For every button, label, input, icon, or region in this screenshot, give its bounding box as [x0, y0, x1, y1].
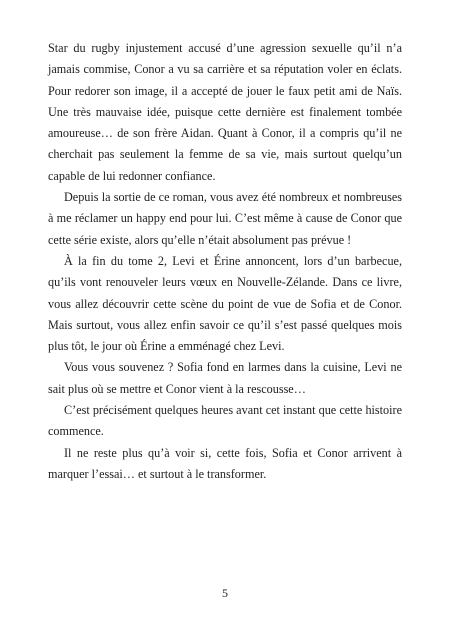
paragraph-series-origin: Depuis la sortie de ce roman, vous avez été nombreux et nombreuses à me réclamer un happy end pour lui. C’est même à cause de Conor que cette série existe, alors qu’elle n’était absolument pas prévue ! [48, 190, 402, 247]
paragraph-tome-2: À la fin du tome 2, Levi et Érine annoncent, lors d’un barbecue, qu’ils vont renouveler leurs vœux en Nouvelle-Zélande. Dans ce livre, vous allez découvrir cette scène du point de vue de Sofia et de Conor. Mais surtout, vous allez enfin savoir ce qu’il s’est passé quelques mois plus tôt, le jour où Érine a emménagé chez Levi. [48, 253, 402, 354]
paragraph-closing: Il ne reste plus qu’à voir si, cette fois, Sofia et Conor arrivent à marquer l’essai… et surtout à le transformer. [48, 445, 402, 481]
page-body [48, 38, 402, 485]
paragraph-intro: Star du rugby injustement accusé d’une agression sexuelle qu’il n’a jamais commise, Conor a vu sa carrière et sa réputation voler en éclats. Pour redorer son image, il a accepté de jouer le faux petit ami de Naïs. Une très mauvaise idée, puisque cette dernière est finalement tombée amoureuse… de son frère Aidan. Quant à Conor, il a compris qu’il ne cherchait pas seulement la femme de sa vie, mais surtout quelqu’un capable de lui redonner confiance. [48, 41, 402, 183]
paragraph-story-begins: C’est précisément quelques heures avant cet instant que cette histoire commence. [48, 403, 402, 439]
paragraph-remember: Vous vous souvenez ? Sofia fond en larmes dans la cuisine, Levi ne sait plus où se mettre et Conor vient à la rescousse… [48, 360, 402, 396]
page-number: 5 [222, 586, 228, 600]
